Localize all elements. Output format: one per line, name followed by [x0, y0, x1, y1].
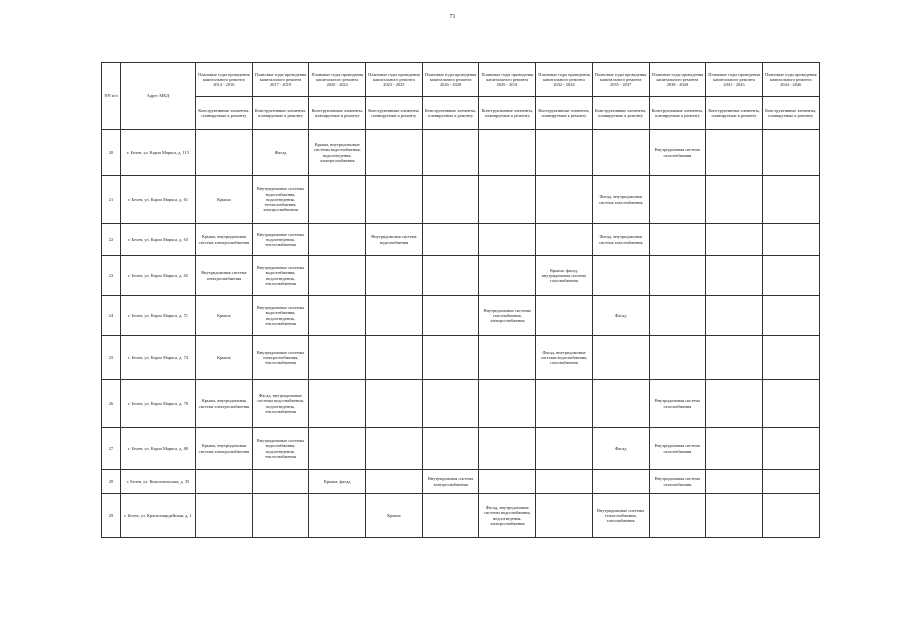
repair-cell: Внутридомовая система электроснабжения: [422, 470, 479, 494]
header-elements-label: Конструктивные элементы, планируемые к ремонту: [309, 97, 366, 130]
header-period: [366, 63, 423, 97]
row-number: 25: [102, 336, 121, 380]
repair-cell: [762, 336, 819, 380]
header-plan-label: Плановые годы проведения капитального ремонта: [594, 71, 647, 82]
header-plan-label: Плановые годы проведения капитального ремонта: [254, 71, 307, 82]
header-period: [592, 63, 649, 97]
repair-cell: Крыша, фасад: [309, 470, 366, 494]
table-row: [102, 336, 820, 380]
repair-cell: Крыша: [196, 336, 253, 380]
repair-cell: Крыша, внутридомовая система электроснабжения: [196, 428, 253, 470]
repair-cell: [422, 428, 479, 470]
repair-cell: Фасад: [252, 130, 309, 176]
repair-cell: Внутридомовые системы водоснабжения, водоотведения, теплоснабжения: [252, 256, 309, 296]
repair-cell: [309, 428, 366, 470]
header-elements-label: Конструктивные элементы, планируемые к ремонту: [196, 97, 253, 130]
repair-cell: [196, 470, 253, 494]
header-elements-label: Конструктивные элементы, планируемые к ремонту: [422, 97, 479, 130]
header-elements-label: Конструктивные элементы, планируемые к ремонту: [479, 97, 536, 130]
repair-cell: [422, 176, 479, 224]
repair-cell: [479, 224, 536, 256]
header-period-years: 2044 - 2046: [780, 82, 802, 88]
table-row: [102, 130, 820, 176]
repair-cell: Крыша: [366, 494, 423, 538]
repair-cell: Фасад: [592, 428, 649, 470]
repair-cell: [706, 296, 763, 336]
header-plan-label: Плановые годы проведения капитального ремонта: [481, 71, 534, 82]
table-row: [102, 428, 820, 470]
repair-cell: [536, 130, 593, 176]
repair-cell: Внутридомовая система электроснабжения: [196, 256, 253, 296]
repair-cell: [366, 470, 423, 494]
row-number: 20: [102, 130, 121, 176]
repair-cell: [309, 494, 366, 538]
repair-cell: Внутридомовая система газоснабжения: [649, 428, 706, 470]
repair-cell: [422, 296, 479, 336]
repair-cell: [706, 130, 763, 176]
repair-cell: Крыша, фасад, внутридомовая система газоснабжения: [536, 256, 593, 296]
table-row: [102, 224, 820, 256]
repair-cell: Крыша, внутридомовая система электроснабжения: [196, 224, 253, 256]
repair-cell: [649, 296, 706, 336]
repair-cell: [536, 296, 593, 336]
repair-cell: Внутридомовые системы водоснабжения, водоотведения, теплоснабжения, электроснабжения: [252, 176, 309, 224]
repair-cell: [762, 428, 819, 470]
row-address: г. Белев, ул. Комсомольская, д. 35: [121, 470, 196, 494]
row-number: 28: [102, 470, 121, 494]
repair-cell: [479, 256, 536, 296]
repair-cell: [762, 494, 819, 538]
header-elements-label: Конструктивные элементы, планируемые к ремонту: [706, 97, 763, 130]
repair-cell: [366, 130, 423, 176]
repair-cell: [479, 428, 536, 470]
repair-cell: Фасад: [592, 296, 649, 336]
repair-cell: [196, 494, 253, 538]
table-row: [102, 176, 820, 224]
header-period-years: 2035 - 2037: [610, 82, 632, 88]
repair-cell: [422, 224, 479, 256]
repair-cell: Внутридомовые системы водоотведения, теплоснабжения: [252, 224, 309, 256]
repair-cell: Внутридомовая система газоснабжения: [649, 470, 706, 494]
repair-cell: [706, 380, 763, 428]
repair-cell: [536, 176, 593, 224]
header-row-periods: [102, 63, 820, 97]
row-address: г. Белев, ул. Карла Маркса, д. 74: [121, 336, 196, 380]
repair-cell: Внутридомовые системы водоснабжения, водоотведения, теплоснабжения: [252, 296, 309, 336]
repair-cell: Фасад, внутридомовые системы водоснабжения, водоотведения, теплоснабжения: [252, 380, 309, 428]
row-address: г. Белев, ул. Карла Маркса, д. 61: [121, 176, 196, 224]
row-address: г. Белев, ул. Карла Маркса, д. 80: [121, 428, 196, 470]
header-address: Адрес МКД: [121, 63, 196, 130]
header-elements-label: Конструктивные элементы, планируемые к ремонту: [649, 97, 706, 130]
repair-cell: [649, 336, 706, 380]
repair-cell: [706, 224, 763, 256]
header-period: [762, 63, 819, 97]
repair-cell: [309, 224, 366, 256]
header-period: [706, 63, 763, 97]
repair-cell: [762, 470, 819, 494]
repair-cell: [762, 130, 819, 176]
table-row: [102, 256, 820, 296]
repair-cell: Фасад, внутридомовые системы водоснабжения, газоснабжения: [536, 336, 593, 380]
repair-cell: [706, 494, 763, 538]
header-period: [649, 63, 706, 97]
repair-cell: [592, 130, 649, 176]
repair-cell: [536, 494, 593, 538]
repair-cell: Внутридомовые системы электроснабжения, теплоснабжения: [252, 336, 309, 380]
repair-cell: [309, 336, 366, 380]
header-period: [196, 63, 253, 97]
repair-cell: [649, 224, 706, 256]
repair-cell: [762, 296, 819, 336]
repair-cell: [366, 336, 423, 380]
header-elements-label: Конструктивные элементы, планируемые к ремонту: [536, 97, 593, 130]
repair-cell: [366, 380, 423, 428]
header-period-years: 2020 - 2022: [326, 82, 348, 88]
row-address: г. Белев, ул. Карла Маркса, д. 78: [121, 380, 196, 428]
repair-cell: Внутридомовые системы газоснабжения, электроснабжения: [479, 296, 536, 336]
repair-cell: [196, 130, 253, 176]
row-number: 29: [102, 494, 121, 538]
repair-cell: [536, 470, 593, 494]
header-elements-label: Конструктивные элементы, планируемые к ремонту: [762, 97, 819, 130]
header-plan-label: Плановые годы проведения капитального ремонта: [311, 71, 363, 82]
row-number: 26: [102, 380, 121, 428]
header-period-years: 2029 - 2031: [496, 82, 518, 88]
header-plan-label: Плановые годы проведения капитального ремонта: [764, 71, 817, 82]
row-number: 22: [102, 224, 121, 256]
repair-cell: Внутридомовая система водоснабжения: [366, 224, 423, 256]
table-body: [102, 130, 820, 538]
repair-cell: [762, 176, 819, 224]
header-period: [479, 63, 536, 97]
header-period-years: 2014 - 2016: [213, 82, 235, 88]
header-elements-label: Конструктивные элементы, планируемые к ремонту: [252, 97, 309, 130]
header-plan-label: Плановые годы проведения капитального ремонта: [198, 71, 250, 82]
capital-repair-plan-table: [101, 62, 820, 538]
repair-cell: [592, 336, 649, 380]
repair-cell: [479, 380, 536, 428]
table-row: [102, 296, 820, 336]
repair-cell: [649, 176, 706, 224]
repair-cell: [706, 176, 763, 224]
repair-cell: Внутридомовая система газоснабжения: [649, 380, 706, 428]
repair-cell: Фасад, внутридомовая система газоснабжения: [592, 224, 649, 256]
header-period: [309, 63, 366, 97]
repair-cell: [422, 336, 479, 380]
repair-cell: Крыша, внутридомовые системы водоснабжения, водоотведения, электроснабжения: [309, 130, 366, 176]
row-address: г. Белев, ул. Карла Маркса, д. 65: [121, 256, 196, 296]
repair-cell: [422, 130, 479, 176]
repair-cell: [422, 380, 479, 428]
page-number: 71: [449, 14, 456, 20]
row-number: 23: [102, 256, 121, 296]
header-period-years: 2023 - 2025: [383, 82, 405, 88]
repair-cell: [536, 224, 593, 256]
repair-cell: [592, 380, 649, 428]
row-number: 21: [102, 176, 121, 224]
header-row-elements: [102, 97, 820, 130]
repair-cell: [762, 380, 819, 428]
repair-cell: [649, 256, 706, 296]
repair-cell: [762, 224, 819, 256]
header-period-years: 2038 - 2040: [666, 82, 688, 88]
repair-cell: [309, 256, 366, 296]
header-period: [422, 63, 479, 97]
header-plan-label: Плановые годы проведения капитального ремонта: [651, 71, 704, 82]
repair-cell: [536, 428, 593, 470]
repair-cell: [252, 494, 309, 538]
repair-cell: [366, 296, 423, 336]
repair-cell: [422, 256, 479, 296]
row-address: г. Белев, ул. Карла Маркса, д. 63: [121, 224, 196, 256]
repair-cell: [366, 256, 423, 296]
repair-cell: [649, 494, 706, 538]
header-elements-label: Конструктивные элементы, планируемые к ремонту: [592, 97, 649, 130]
repair-cell: Внутридомовые системы теплоснабжения, газоснабжения: [592, 494, 649, 538]
repair-cell: Внутридомовая система газоснабжения: [649, 130, 706, 176]
repair-cell: Фасад, внутридомовые системы водоснабжения, водоотведения, электроснабжения: [479, 494, 536, 538]
repair-cell: [592, 256, 649, 296]
repair-cell: [366, 176, 423, 224]
repair-cell: [536, 380, 593, 428]
repair-cell: [479, 176, 536, 224]
repair-cell: [479, 336, 536, 380]
repair-cell: Крыша: [196, 176, 253, 224]
repair-cell: [309, 380, 366, 428]
row-address: г. Белев, ул. Карла Маркса, д. 115: [121, 130, 196, 176]
header-plan-label: Плановые годы проведения капитального ремонта: [424, 71, 477, 82]
table-row: [102, 494, 820, 538]
header-period-years: 2041 - 2043: [723, 82, 745, 88]
header-num: NN п/п: [102, 63, 121, 130]
repair-cell: [309, 176, 366, 224]
repair-cell: Крыша, внутридомовая система электроснабжения: [196, 380, 253, 428]
repair-cell: [706, 336, 763, 380]
header-plan-label: Плановые годы проведения капитального ремонта: [368, 71, 420, 82]
table-row: [102, 380, 820, 428]
row-number: 24: [102, 296, 121, 336]
repair-cell: [706, 470, 763, 494]
repair-cell: Внутридомовые системы водоснабжения, водоотведения, теплоснабжения: [252, 428, 309, 470]
repair-cell: [479, 470, 536, 494]
header-elements-label: Конструктивные элементы, планируемые к ремонту: [366, 97, 423, 130]
repair-cell: [422, 494, 479, 538]
header-period-years: 2032 - 2034: [553, 82, 575, 88]
repair-cell: [706, 428, 763, 470]
row-address: г. Белев, ул. Красногвардейская, д. 1: [121, 494, 196, 538]
repair-cell: Крыша: [196, 296, 253, 336]
header-period-years: 2017 - 2019: [269, 82, 292, 88]
repair-cell: [762, 256, 819, 296]
repair-cell: [366, 428, 423, 470]
repair-cell: [592, 470, 649, 494]
header-plan-label: Плановые годы проведения капитального ремонта: [708, 71, 760, 82]
header-period-years: 2026 - 2028: [439, 82, 462, 88]
header-period: [536, 63, 593, 97]
row-number: 27: [102, 428, 121, 470]
repair-cell: Фасад, внутридомовая система газоснабжения: [592, 176, 649, 224]
repair-cell: [252, 470, 309, 494]
header-plan-label: Плановые годы проведения капитального ремонта: [538, 71, 590, 82]
repair-cell: [706, 256, 763, 296]
table-row: [102, 470, 820, 494]
repair-cell: [479, 130, 536, 176]
repair-cell: [309, 296, 366, 336]
header-period: [252, 63, 309, 97]
row-address: г. Белев, ул. Карла Маркса, д. 71: [121, 296, 196, 336]
